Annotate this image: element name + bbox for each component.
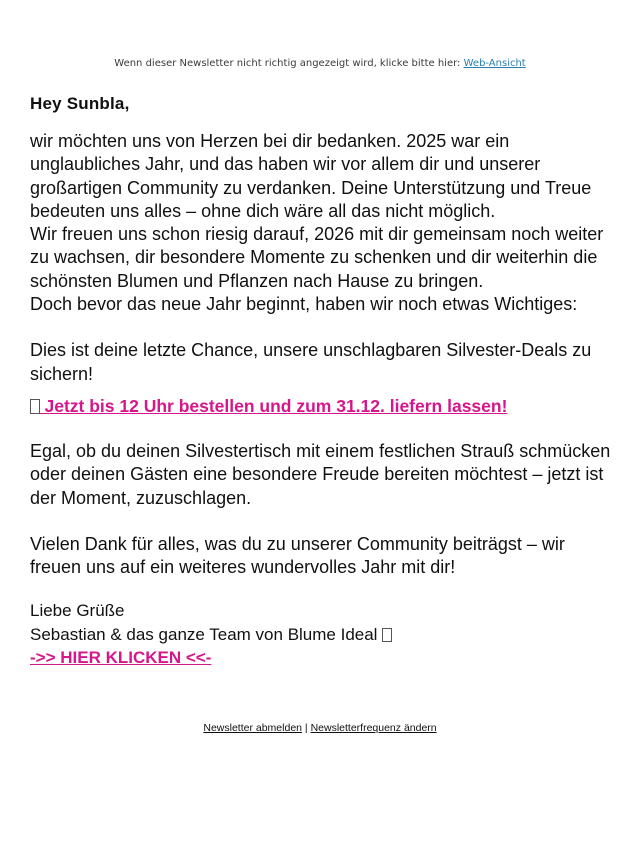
web-view-link[interactable]: Web-Ansicht — [463, 58, 526, 69]
paragraph-important: Doch bevor das neue Jahr beginnt, haben wir noch etwas Wichtiges: — [30, 294, 578, 315]
signoff — [30, 599, 615, 669]
web-view-notice — [0, 57, 640, 71]
hier-klicken-link[interactable]: ->> HIER KLICKEN <<- — [30, 648, 212, 668]
spacer — [30, 510, 615, 533]
frequency-link[interactable]: Newsletterfrequenz ändern — [310, 722, 437, 734]
web-view-notice-text: Wenn dieser Newsletter nicht richtig angezeigt wird, klicke bitte hier: — [114, 58, 464, 69]
spacer — [30, 316, 615, 339]
signoff-greeting: Liebe Grüße — [30, 601, 125, 621]
greeting: Hey Sunbla, — [30, 94, 130, 113]
paragraph-community-thanks: Vielen Dank für alles, was du zu unserer Community beiträgst – wir freuen uns auf ein weiteres wundervolles Jahr mit dir! — [30, 533, 565, 578]
signoff-team-text: Sebastian & das ganze Team von Blume Ideal — [30, 625, 383, 645]
footer — [0, 721, 640, 735]
paragraph-silvester-table: Egal, ob du deinen Silvestertisch mit einem festlichen Strauß schmücken oder deinen Gästen eine besondere Freude bereiten möchtest – jetzt ist der Moment, zuzuschlagen. — [30, 440, 611, 508]
paragraph-last-chance: Dies ist deine letzte Chance, unsere unschlagbaren Silvester-Deals zu sichern! — [30, 340, 592, 384]
paragraph-2026: Wir freuen uns schon riesig darauf, 2026 mit dir gemeinsam noch weiter zu wachsen, dir besondere Momente zu schenken und dir weiterhin die schönsten Blumen und Pflanzen nach Hause zu bringen. — [30, 224, 604, 291]
signoff-team — [30, 623, 615, 647]
emoji-placeholder-icon — [30, 399, 40, 414]
unsubscribe-link[interactable]: Newsletter abmelden — [203, 722, 302, 734]
paragraph-thanks: wir möchten uns von Herzen bei dir bedanken. 2025 war ein unglaubliches Jahr, und das haben wir vor allem dir und unserer großartigen Community zu verdanken. Deine Unterstützung und Treue bedeuten uns alles – ohne dich wäre all das nicht möglich. — [30, 131, 592, 221]
newsletter-content — [30, 92, 615, 669]
order-cta-link[interactable] — [30, 394, 507, 418]
footer-separator: | — [302, 722, 311, 734]
order-cta-label: Jetzt bis 12 Uhr bestellen und zum 31.12. liefern lassen! — [39, 395, 508, 416]
emoji-placeholder-icon — [382, 628, 391, 642]
